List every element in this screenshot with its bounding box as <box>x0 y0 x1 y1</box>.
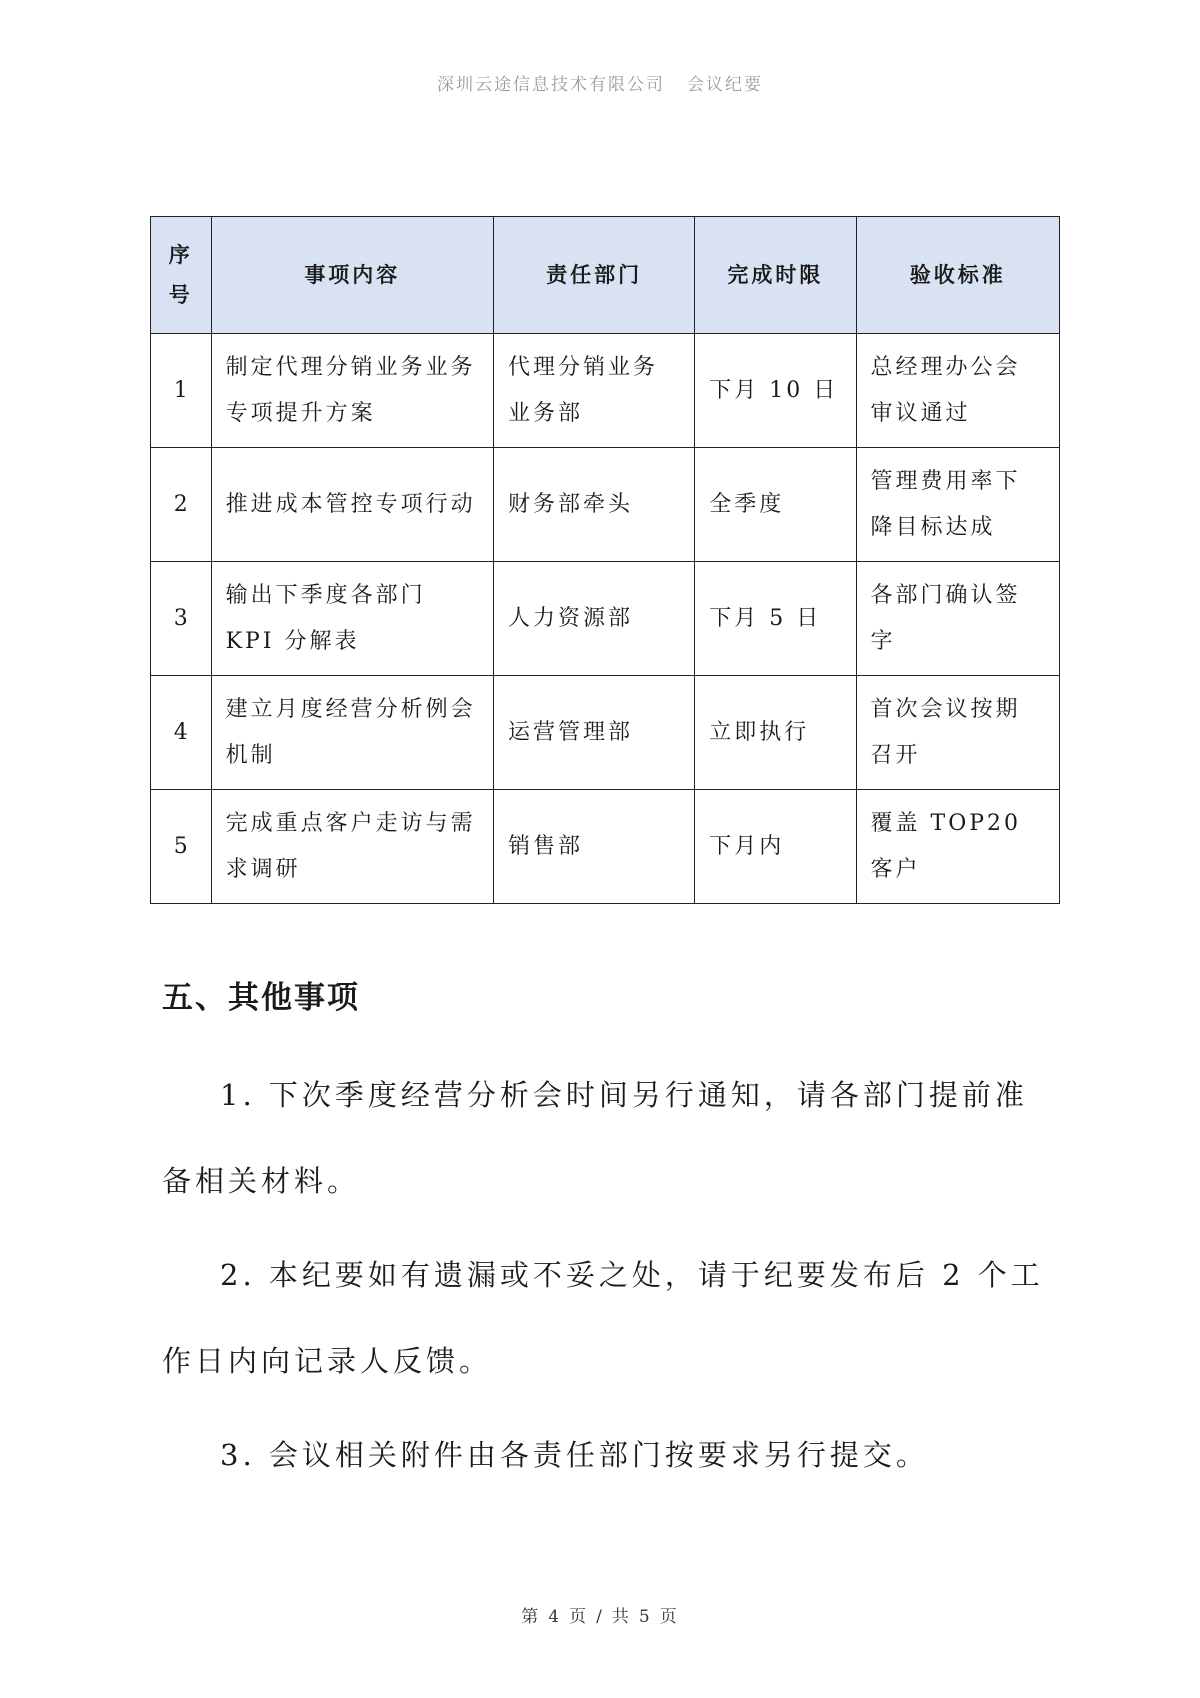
row-content: 推进成本管控专项行动 <box>211 448 493 562</box>
row-dept: 人力资源部 <box>494 562 695 676</box>
row-num: 4 <box>151 676 212 790</box>
header-num-line2: 号 <box>168 283 193 307</box>
total-pages: 5 <box>638 1607 652 1627</box>
table-row <box>151 448 1060 562</box>
row-deadline: 下月 10 日 <box>695 334 856 448</box>
row-dept: 代理分销业务业务部 <box>494 334 695 448</box>
row-criteria: 管理费用率下降目标达成 <box>856 448 1059 562</box>
row-criteria: 覆盖 TOP20 客户 <box>856 790 1059 904</box>
section-title: 五、其他事项 <box>162 980 360 1016</box>
row-dept: 运营管理部 <box>494 676 695 790</box>
header-num-line1: 序 <box>168 243 193 267</box>
row-deadline: 全季度 <box>695 448 856 562</box>
header-deadline: 完成时限 <box>695 217 856 334</box>
table-row <box>151 334 1060 448</box>
table-row <box>151 562 1060 676</box>
table-row <box>151 676 1060 790</box>
list-item: 2. 本纪要如有遗漏或不妥之处，请于纪要发布后 2 个工作日内向记录人反馈。 <box>162 1258 1044 1378</box>
row-dept: 销售部 <box>494 790 695 904</box>
row-content: 输出下季度各部门 KPI 分解表 <box>211 562 493 676</box>
page-number: 4 <box>548 1607 562 1627</box>
row-criteria: 总经理办公会审议通过 <box>856 334 1059 448</box>
row-criteria: 各部门确认签字 <box>856 562 1059 676</box>
task-table <box>150 216 1060 904</box>
row-deadline: 下月内 <box>695 790 856 904</box>
row-dept: 财务部牵头 <box>494 448 695 562</box>
row-num: 5 <box>151 790 212 904</box>
row-deadline: 下月 5 日 <box>695 562 856 676</box>
row-num: 2 <box>151 448 212 562</box>
row-content: 完成重点客户走访与需求调研 <box>211 790 493 904</box>
header-content: 事项内容 <box>211 217 493 334</box>
list-item: 1. 下次季度经营分析会时间另行通知，请各部门提前准备相关材料。 <box>162 1078 1028 1198</box>
footer-prefix: 第 <box>521 1607 541 1627</box>
row-content: 建立月度经营分析例会机制 <box>211 676 493 790</box>
row-num: 1 <box>151 334 212 448</box>
table-header-row <box>151 217 1060 334</box>
row-deadline: 立即执行 <box>695 676 856 790</box>
row-criteria: 首次会议按期召开 <box>856 676 1059 790</box>
header-num <box>151 217 212 334</box>
page-footer <box>0 1602 1200 1627</box>
footer-slash: / <box>596 1607 604 1627</box>
header-company: 深圳云途信息技术有限公司 <box>437 75 665 95</box>
section-items <box>162 1052 1055 1506</box>
list-item: 3. 会议相关附件由各责任部门按要求另行提交。 <box>220 1438 929 1472</box>
header-criteria: 验收标准 <box>856 217 1059 334</box>
header-dept: 责任部门 <box>494 217 695 334</box>
footer-total-prefix: 共 <box>611 1607 631 1627</box>
page-header <box>0 70 1200 95</box>
footer-total-unit: 页 <box>659 1607 679 1627</box>
row-content: 制定代理分销业务业务专项提升方案 <box>211 334 493 448</box>
footer-page-unit: 页 <box>569 1607 589 1627</box>
header-doc-title: 会议纪要 <box>687 75 763 95</box>
table-row <box>151 790 1060 904</box>
row-num: 3 <box>151 562 212 676</box>
